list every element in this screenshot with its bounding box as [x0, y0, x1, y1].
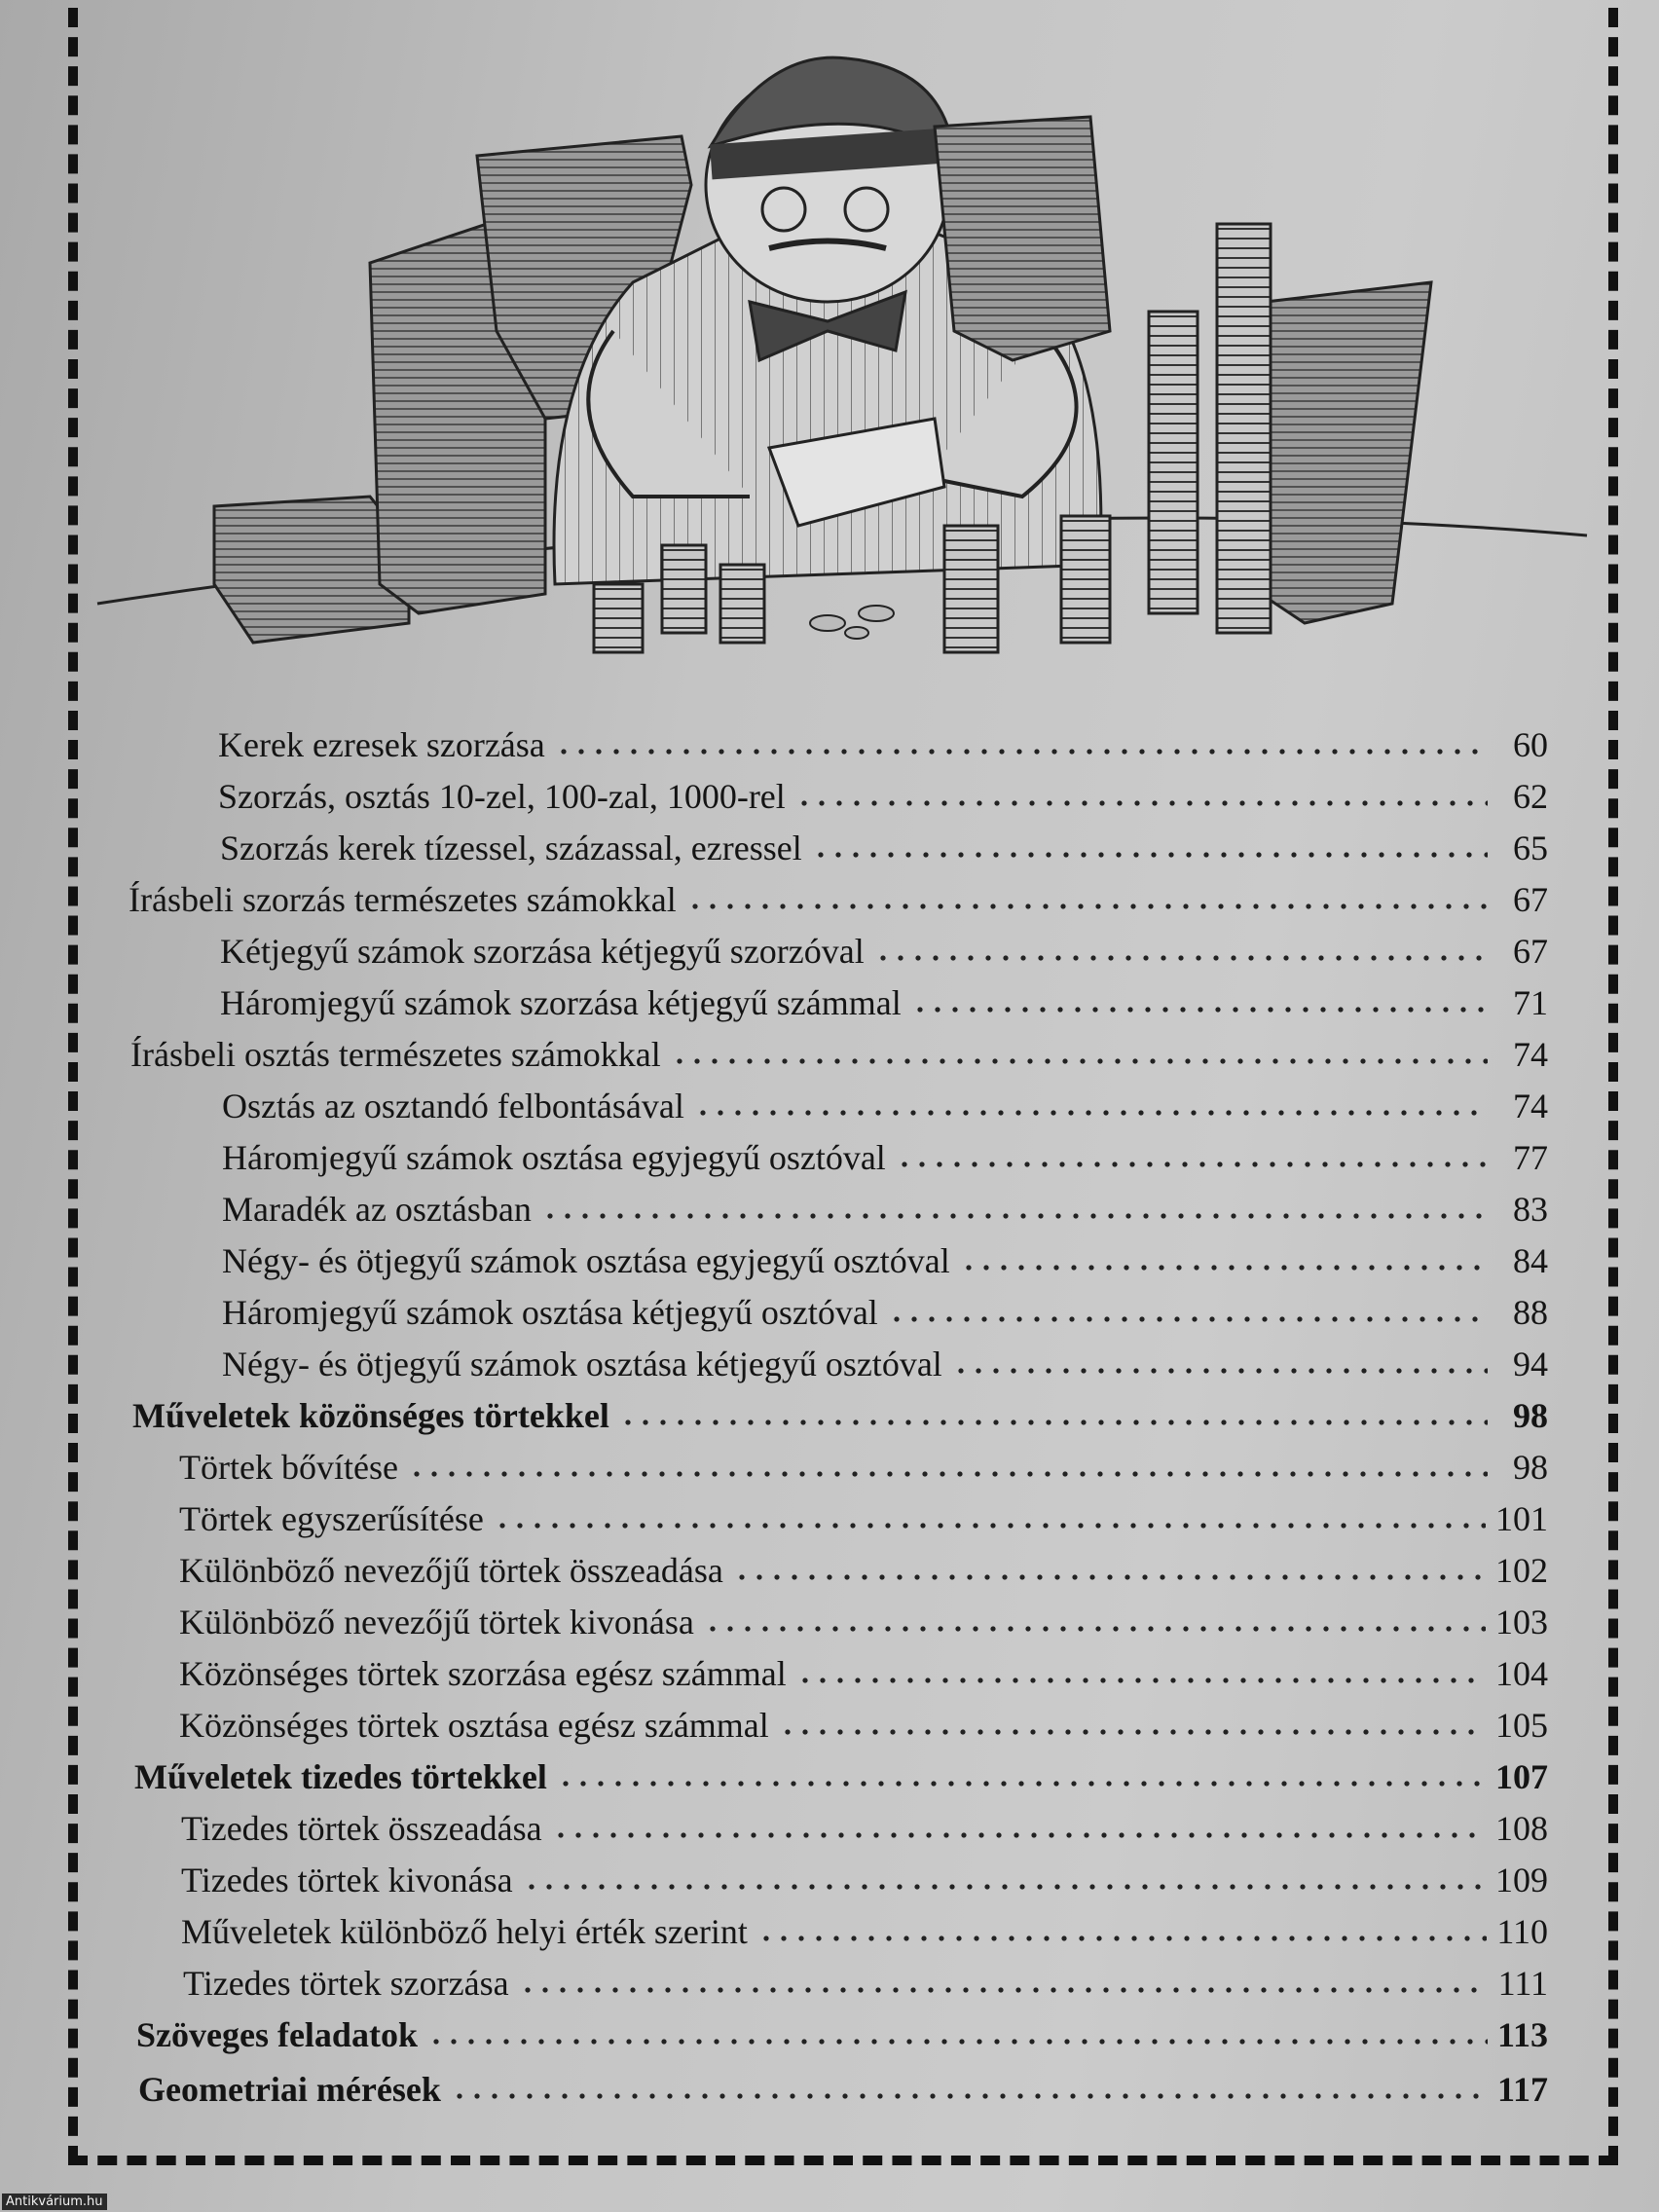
toc-entry-title: Maradék az osztásban: [222, 1190, 532, 1229]
toc-entry-page-number: 98: [1513, 1448, 1548, 1487]
toc-entry-page-number: 104: [1495, 1654, 1548, 1693]
dot-leader: [896, 1161, 1488, 1168]
dot-leader: [541, 1212, 1488, 1220]
toc-entry-page-number: 101: [1495, 1499, 1548, 1538]
dot-leader: [408, 1470, 1488, 1478]
toc-entry-title: Műveletek különböző helyi érték szerint: [181, 1912, 748, 1951]
toc-entry-title: Szorzás kerek tízessel, százassal, ezressel: [220, 829, 802, 867]
toc-entry-page-number: 107: [1495, 1757, 1548, 1796]
toc-entry-page-number: 67: [1513, 932, 1548, 971]
toc-entry-page-number: 65: [1513, 829, 1548, 867]
toc-entry: [220, 980, 1548, 1025]
toc-entry-title: Különböző nevezőjű törtek összeadása: [179, 1551, 723, 1590]
toc-entry: [222, 1290, 1548, 1335]
toc-entry-page-number: 94: [1513, 1345, 1548, 1383]
toc-entry: [179, 1703, 1548, 1748]
toc-entry: [183, 1961, 1548, 2006]
toc-entry: [222, 1238, 1548, 1283]
toc-entry-title: Törtek egyszerűsítése: [179, 1499, 484, 1538]
toc-entry-title: Szöveges feladatok: [136, 2015, 418, 2054]
toc-entry: [222, 1084, 1548, 1128]
dot-leader: [427, 2038, 1488, 2046]
dot-leader: [704, 1625, 1486, 1633]
toc-entry-title: Tizedes törtek kivonása: [181, 1861, 513, 1899]
toc-entry-page-number: 108: [1495, 1809, 1548, 1848]
dot-leader: [557, 1780, 1486, 1788]
toc-entry-title: Törtek bővítése: [179, 1448, 398, 1487]
dot-leader: [552, 1831, 1486, 1839]
toc-entry-page-number: 113: [1496, 2015, 1548, 2054]
toc-entry-title: Műveletek közönséges törtekkel: [132, 1396, 609, 1435]
toc-entry: [179, 1548, 1548, 1593]
dot-leader: [555, 748, 1488, 756]
toc-entry: [181, 1806, 1548, 1851]
dot-leader: [519, 1986, 1488, 1994]
dot-leader: [494, 1522, 1486, 1530]
toc-entry: [130, 1032, 1548, 1077]
toc-entry: [179, 1496, 1548, 1541]
toc-entry-page-number: 84: [1513, 1241, 1548, 1280]
toc-entry-title: Műveletek tizedes törtekkel: [134, 1757, 547, 1796]
toc-entry-title: Négy- és ötjegyű számok osztása egyjegyű osztóval: [222, 1241, 950, 1280]
toc-entry: [134, 1754, 1548, 1799]
dot-leader: [795, 799, 1488, 807]
toc-entry: [222, 1187, 1548, 1232]
toc-entry-title: Szorzás, osztás 10-zel, 100-zal, 1000-rel: [218, 777, 786, 816]
toc-entry-page-number: 88: [1513, 1293, 1548, 1332]
dot-leader: [796, 1677, 1486, 1684]
toc-entry-title: Négy- és ötjegyű számok osztása kétjegyű osztóval: [222, 1345, 942, 1383]
toc-entry-title: Tizedes törtek szorzása: [183, 1964, 509, 2003]
toc-entry-page-number: 77: [1513, 1138, 1548, 1177]
toc-entry-title: Közönséges törtek szorzása egész számmal: [179, 1654, 787, 1693]
dot-leader: [911, 1006, 1488, 1014]
toc-entry-title: Kétjegyű számok szorzása kétjegyű szorzóval: [220, 932, 865, 971]
toc-entry-title: Közönséges törtek osztása egész számmal: [179, 1706, 769, 1745]
toc-entry-page-number: 105: [1495, 1706, 1548, 1745]
dot-leader: [451, 2092, 1488, 2100]
toc-entry-page-number: 98: [1513, 1396, 1548, 1435]
dot-leader: [888, 1315, 1488, 1323]
toc-entry: [220, 826, 1548, 870]
dot-leader: [960, 1264, 1488, 1272]
toc-entry-title: Háromjegyű számok osztása egyjegyű osztóval: [222, 1138, 886, 1177]
watermark-label: Antikvárium.hu: [2, 2194, 107, 2210]
dot-leader: [874, 954, 1488, 962]
toc-entry-page-number: 74: [1513, 1087, 1548, 1125]
toc-entry-title: Háromjegyű számok szorzása kétjegyű számmal: [220, 983, 902, 1022]
toc-entry-page-number: 62: [1513, 777, 1548, 816]
toc-entry: [179, 1445, 1548, 1490]
toc-entry-page-number: 111: [1497, 1964, 1548, 2003]
toc-entry: [218, 774, 1548, 819]
toc-entry-title: Írásbeli osztás természetes számokkal: [130, 1035, 661, 1074]
toc-entry-page-number: 60: [1513, 725, 1548, 764]
toc-entry: [181, 1858, 1548, 1902]
dot-leader: [686, 903, 1488, 910]
toc-entry-page-number: 74: [1513, 1035, 1548, 1074]
toc-entry-title: Kerek ezresek szorzása: [218, 725, 545, 764]
toc-entry: [222, 1135, 1548, 1180]
dot-leader: [812, 851, 1488, 859]
dot-leader: [733, 1573, 1486, 1581]
dot-leader: [523, 1883, 1486, 1891]
toc-entry: [179, 1600, 1548, 1644]
toc-entry-page-number: 117: [1496, 2070, 1548, 2109]
dot-leader: [779, 1728, 1486, 1736]
toc-entry-title: Írásbeli szorzás természetes számokkal: [129, 880, 677, 919]
toc-entry: [218, 722, 1548, 767]
toc-entry: [220, 929, 1548, 974]
dot-leader: [952, 1367, 1488, 1375]
toc-entry-page-number: 67: [1513, 880, 1548, 919]
toc-entry-page-number: 102: [1495, 1551, 1548, 1590]
toc-entry-title: Osztás az osztandó felbontásával: [222, 1087, 684, 1125]
toc-entry: [222, 1342, 1548, 1386]
toc-entry-page-number: 109: [1495, 1861, 1548, 1899]
toc-entry: [179, 1651, 1548, 1696]
toc-entry: [136, 2012, 1548, 2057]
dot-leader: [619, 1419, 1488, 1426]
dot-leader: [757, 1935, 1488, 1942]
dot-leader: [694, 1109, 1488, 1117]
toc-entry: [132, 1393, 1548, 1438]
toc-entry-title: Különböző nevezőjű törtek kivonása: [179, 1603, 694, 1641]
toc-entry-page-number: 71: [1513, 983, 1548, 1022]
toc-entry-page-number: 83: [1513, 1190, 1548, 1229]
toc-entry: [138, 2067, 1548, 2112]
toc-entry-title: Háromjegyű számok osztása kétjegyű osztóval: [222, 1293, 878, 1332]
dot-leader: [671, 1057, 1488, 1065]
toc-entry-title: Tizedes törtek összeadása: [181, 1809, 542, 1848]
toc-entry: [181, 1909, 1548, 1954]
toc-entry: [129, 877, 1548, 922]
toc-entry-page-number: 103: [1495, 1603, 1548, 1641]
toc-entry-page-number: 110: [1496, 1912, 1548, 1951]
toc-entry-title: Geometriai mérések: [138, 2070, 441, 2109]
